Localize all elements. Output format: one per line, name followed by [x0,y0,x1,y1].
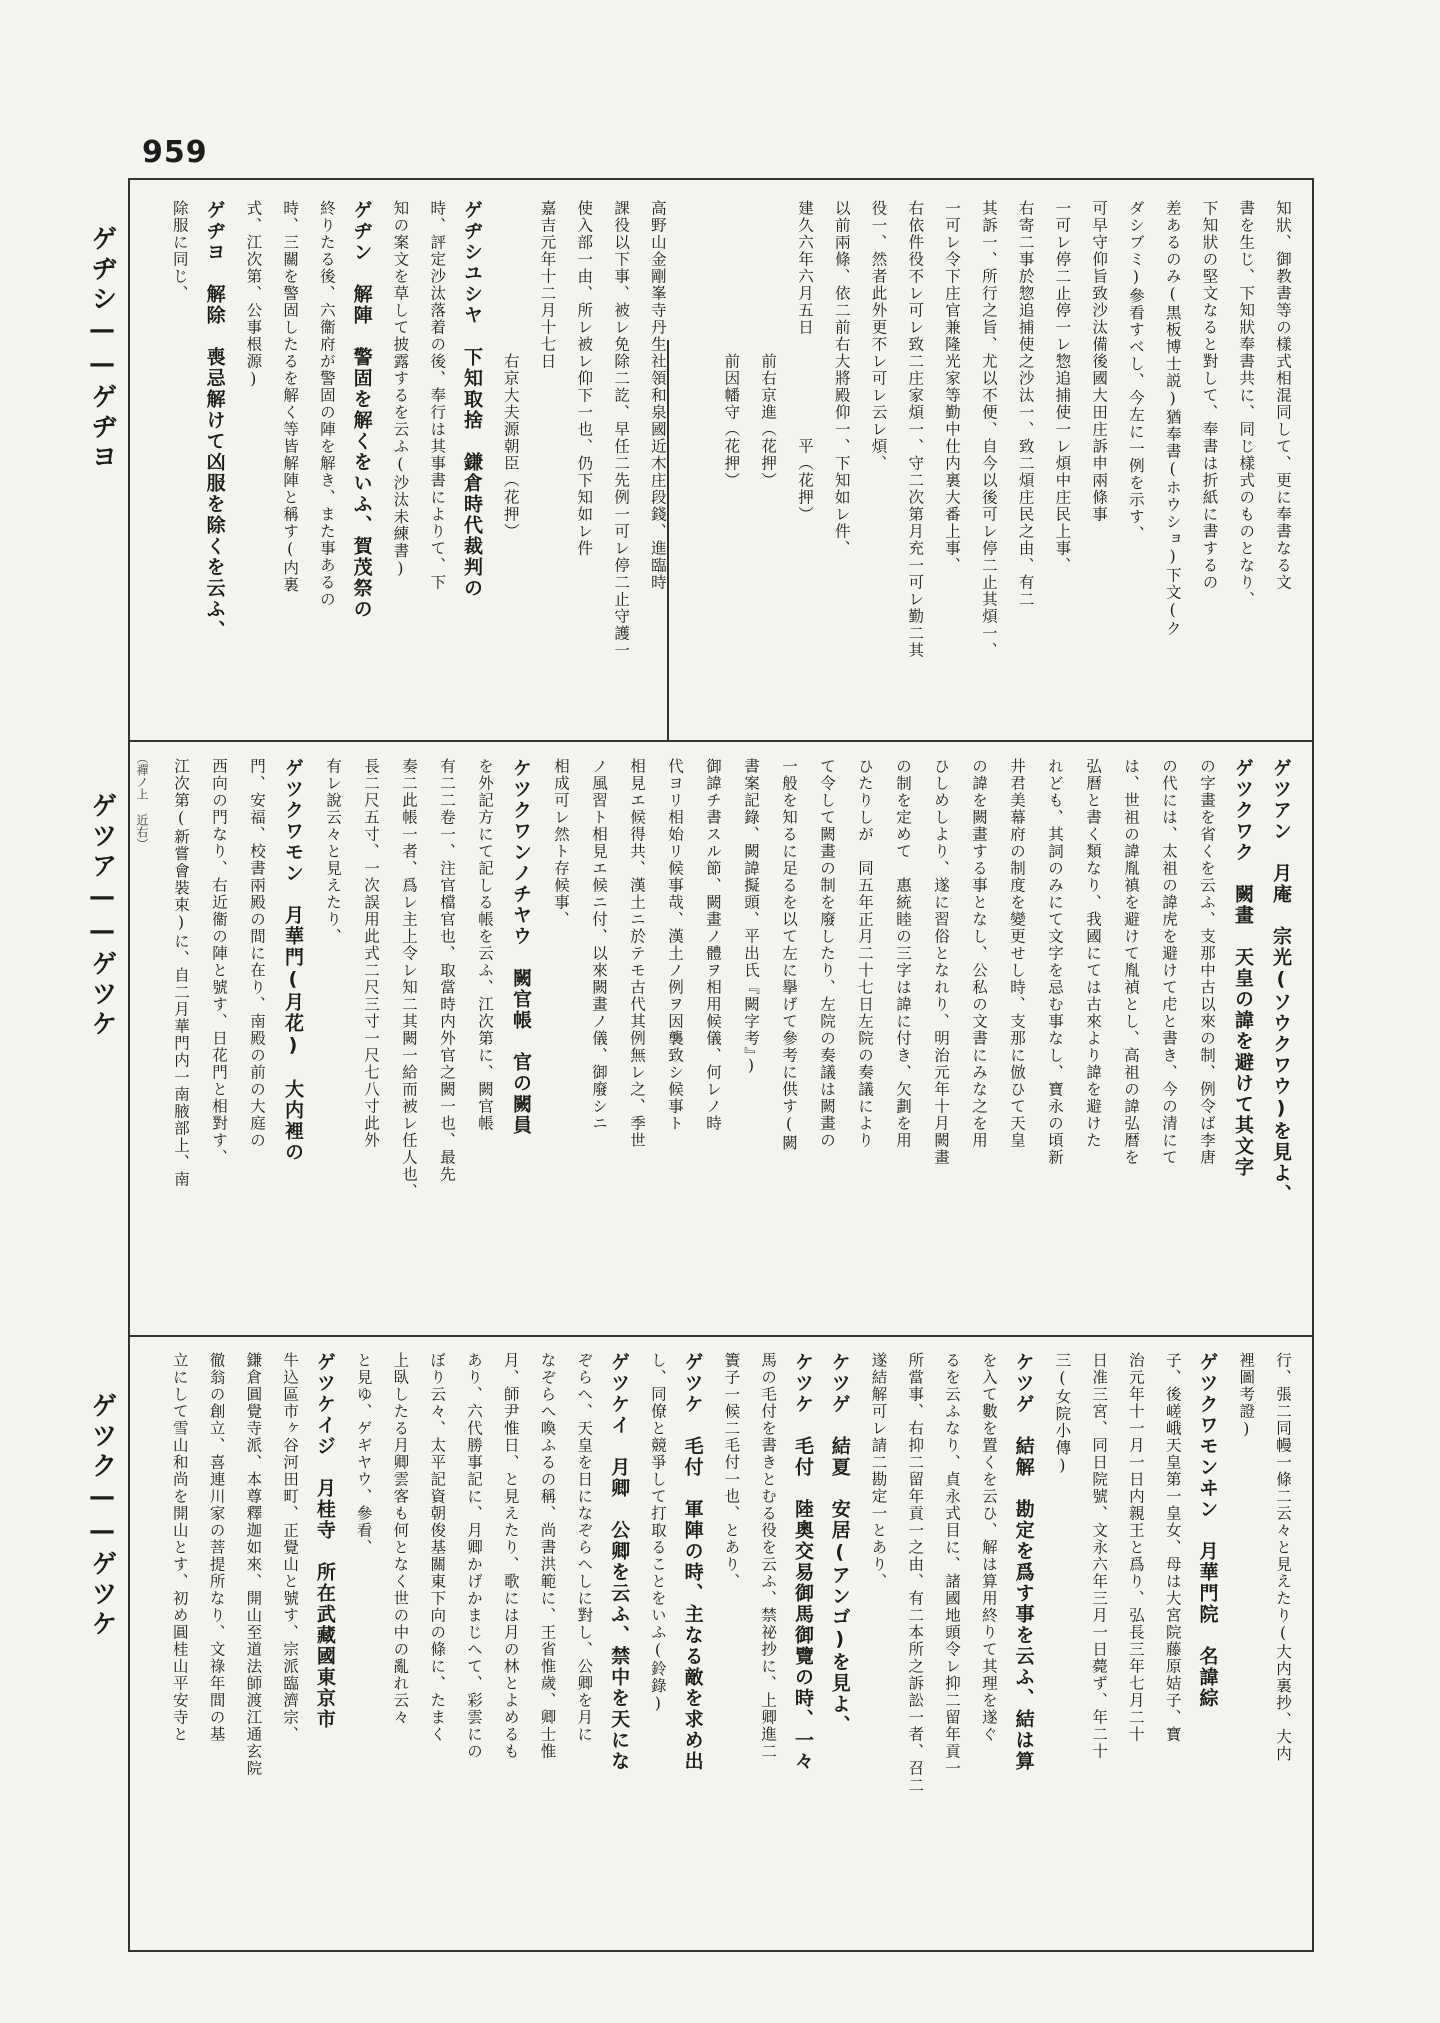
text-line: 下知狀の堅文なると對して、奉書は折紙に書するの [1200,200,1219,591]
entry-heading-line: ゲツケ 毛付 軍陣の時、主なる敵を求め出 [681,1352,704,1772]
text-line: を外記方にて記しる帳を云ふ、江次第に、闕官帳 [476,758,494,1132]
text-line: 御諱チ書スル節、闕畫ノ體ヲ相用候儀、何レノ時 [704,758,722,1132]
text-line: 鎌倉圓覺寺派、本尊釋迦如來、開山至道法師渡江通玄院 [244,1352,263,1777]
text-line: 日准三宮、同日院號、文永六年三月一日薨ず、年二十 [1090,1352,1109,1760]
text-line: ノ風習ト相見エ候ニ付、以來闕畫ノ儀、御廢シニ [590,758,608,1132]
text-line: 子、後嵯峨天皇第一皇女、母は大宮院藤原姞子、寶 [1163,1352,1182,1743]
text-line: 終りたる後、六衞府が警固の陣を解き、また事あるの [317,200,336,608]
text-line: あり、六代勝事記に、月卿かげかまじへて、彩雲にの [464,1352,483,1760]
text-line: 使入部一由、所レ被レ仰下一也、仍下知如レ件 [575,200,594,557]
text-line: 一可レ停二止停一レ惣追捕使一レ煩中庄民上事、 [1053,200,1072,574]
text-line: の代には、太祖の諱虎を避けて虍と書き、今の清にて [1160,758,1178,1166]
text-line: 時、三關を警固したるを解く等皆解陣と稱す(内裏 [281,200,300,594]
section-bottom [150,1352,1290,1934]
text-line: 時、評定沙汰落着の後、奉行は其事書によりて、下 [428,200,447,591]
text-line: 代ヨリ相始リ候事哉、漢土ノ例ヲ因襲致シ候事ト [666,758,684,1132]
margin-header-middle: ゲツア——ゲツケ [87,792,117,1040]
text-line: は、世祖の諱胤禛を避けて胤禎とし、高祖の諱弘暦を [1122,758,1140,1166]
text-line: 役一、然者此外更不レ可レ云レ煩、 [869,200,888,472]
text-line: 前因幡守（花押） [722,200,741,489]
entry-heading-line: ゲツクワモン 月華門(月花) 大内裡の [282,758,304,1163]
entry-heading-line: ゲツクワク 闕畫 天皇の諱を避けて其文字 [1232,758,1254,1178]
text-line: 遂結解可レ請二勘定一とあり、 [869,1352,888,1590]
text-line: の字畫を省くを云ふ、支那中古以來の制、例令ば李唐 [1198,758,1216,1166]
text-line: 牛込區市ヶ谷河田町、正覺山と號す、宗派臨濟宗、 [281,1352,300,1743]
text-line: るを云ふなり、貞永式目に、諸國地頭令レ抑二留年貢一 [943,1352,962,1777]
text-line: 有二二卷一、注官檔官也、取當時内外官之闕一也、最先 [438,758,456,1183]
text-line: 嘉吉元年十二月十七日 [538,200,557,370]
text-line: 書を生じ、下知狀奉書共に、同じ樣式のものとなり、 [1237,200,1256,608]
entry-heading-line: ゲヂヨ 解除 喪忌解けて凶服を除くを云ふ、 [203,200,226,641]
margin-header-top: ゲヂシ——ゲヂヨ [87,225,117,473]
text-line: 治元年十一月一日内親王と爲り、弘長三年七月二十 [1126,1352,1145,1743]
text-line: 課役以下事、被レ免除二訖、早任二先例一可レ停二止守護一 [612,200,631,659]
text-line: 簀子一候二毛付一也、とあり、 [722,1352,741,1590]
text-line: 一般を知るに足るを以て左に擧げて參考に供す(闕 [780,758,798,1152]
page-number: 959 [142,135,208,170]
text-line: 西向の門なり、右近衞の陣と號す、日花門と相對す、 [210,758,228,1166]
text-line: ひたりしが 同五年正月二十七日左院の奏議により [856,758,874,1149]
section-divider-upper [128,740,1312,742]
text-line: て令して闕畫の制を廢したり、左院の奏議は闕畫の [818,758,836,1149]
text-line: 馬の毛付を書きとむる役を云ふ、禁祕抄に、上卿進二 [759,1352,778,1760]
text-line: 右依件役不レ可レ致二庄家煩一、守二次第月充一可レ勤二其 [906,200,925,659]
entry-heading-line: ケツケ 毛付 陸奧交易御馬御覽の時、一々 [791,1352,814,1772]
text-line: 三(女院小傳) [1053,1352,1072,1476]
text-line: 高野山金剛峯寺丹生社領和泉國近木庄段錢、進臨時 [648,200,667,591]
text-line: ぞらへ、天皇を日になぞらへしに對し、公卿を月に [575,1352,594,1743]
text-line: 江次第(新嘗會裝束)に、自二月華門内一南腋部上、南 [172,758,190,1188]
entry-heading-line: ゲツクワモンヰン 月華門院 名諱綜 [1196,1352,1219,1709]
text-line: 式、江次第、公事根源) [244,200,263,390]
text-line: し、同僚と競爭して打取ることをいふ(鈴錄) [648,1352,667,1714]
entry-heading-line: ゲツアン 月庵 宗光(ソウクワウ)を見よ、 [1270,758,1292,1205]
margin-note: （禪ノ上 近右） [135,752,149,850]
text-line: の諱を闕畫する事となし、公私の文書にみな之を用 [970,758,988,1149]
text-line: 知の案文を草して披露するを云ふ(沙汰未練書) [391,200,410,579]
text-line: の制を定めて 惠統睦の三字は諱に付き、欠劃を用 [894,758,912,1149]
section-divider-lower [128,1335,1312,1337]
text-line: 建久六年六月五日 平（花押） [795,200,814,523]
text-line: 上臥したる月卿雲客も何となく世の中の亂れ云々 [391,1352,410,1726]
text-line: 差あるのみ(黒板博士説)猶奉書(ホウショ)下文(ク [1163,200,1182,638]
entry-heading-line: ケツクワンノチヤウ 闕官帳 官の闕員 [510,758,532,1136]
text-line: 有レ說云々と見えたり、 [324,758,342,945]
text-line: を入て數を置くを云ひ、解は算用終りて其理を遂ぐ [979,1352,998,1743]
entry-heading-line: ゲヂン 解陣 警固を解くをいふ、賀茂祭の [350,200,373,620]
text-line: 其訴一、所行之旨、尤以不便、自今以後可レ停二止其煩一、 [979,200,998,659]
text-line: 除服に同じ、 [170,200,189,302]
text-line: 行、張二同幔一條二云々と見えたり(大内裏抄、大内 [1274,1352,1292,1763]
text-line: 相見エ候得共、漢土ニ於テモ古代其例無レ之、季世 [628,758,646,1149]
entry-heading-line: ゲツケイ 月卿 公卿を云ふ、禁中を天にな [608,1352,631,1772]
margin-header-bottom: ゲツク——ゲツケ [87,1392,117,1640]
entry-heading-line: ケツゲ 結夏 安居(アンゴ)を見よ、 [828,1352,851,1736]
text-line [671,200,702,725]
text-line: 前右京進（花押） [759,200,778,489]
text-line: 門、安福、校書兩殿の間に在り、南殿の前の大庭の [248,758,266,1149]
text-line: 一可レ令下庄官兼隆光家等勤中仕内裏大番上事、 [943,200,962,574]
text-line: ぼり云々、太平記資朝俊基關東下向の條に、たまく [428,1352,447,1743]
text-line: 相成可レ然ト存候事、 [552,758,570,928]
text-line: 徹翁の創立、喜連川家の菩提所なり、文祿年間の基 [207,1352,226,1743]
text-line: れども、其詞のみにて文字を忌む事なし、寶永の頃新 [1046,758,1064,1166]
text-line: 右京大夫源朝臣（花押） [501,200,520,540]
section-middle [150,758,1290,1320]
text-line: 知狀、御教書等の樣式相混同して、更に奉書なる文 [1274,200,1292,591]
text-line: 弘曆と書く類なり、我國にては古來より諱を避けた [1084,758,1102,1149]
entry-heading-line: ゲヂシユシヤ 下知取捨 鎌倉時代裁判の [460,200,483,599]
text-line: 月、師尹惟日、と見えたり、歌には月の林とよめるも [501,1352,520,1760]
entry-heading-line: ケツゲ 結解 勘定を爲す事を云ふ、結は算 [1012,1352,1035,1772]
text-line: 可早守仰旨致沙汰備後國大田庄訴申兩條事 [1090,200,1109,523]
text-line: 奏二此帳一者、爲レ主上令レ知二其闕一給而被レ任人也、 [400,758,418,1200]
text-line: 所當事、右抑二留年貢一之由、有二本所之訴訟一者、召二 [906,1352,925,1794]
text-line: 右寄二事於惣追捕使之沙汰一、致二煩庄民之由、有二 [1016,200,1035,608]
text-line: 書案記錄、闕諱擬頭、平出氏『闕字考』) [742,758,760,1076]
entry-heading-line: ゲツケイジ 月桂寺 所在武藏國東京市 [313,1352,336,1730]
text-line: 長二尺五寸、一次誤用此式二尺三寸一尺七八寸此外 [362,758,380,1149]
text-line: 以前兩條、依二前右大將殿仰一、下知如レ件、 [832,200,851,557]
text-line: 裡圖考證) [1237,1352,1256,1440]
text-line: なぞらへ喚ふるの稱、尚書洪範に、王省惟歲、卿士惟 [538,1352,557,1760]
text-line: ダシブミ)參看すべし、今左に一例を示す、 [1126,200,1145,543]
text-line: 井君美幕府の制度を變更せし時、支那に倣ひて天皇 [1008,758,1026,1149]
text-line: と見ゆ、ゲギヤウ、參看、 [354,1352,373,1556]
text-line: 立にして雪山和尚を開山とす、初め圓桂山平安寺と [170,1352,189,1743]
section-top [150,200,1290,725]
text-line: ひしめしより、遂に習俗となれり、明治元年十月闕畫 [932,758,950,1166]
